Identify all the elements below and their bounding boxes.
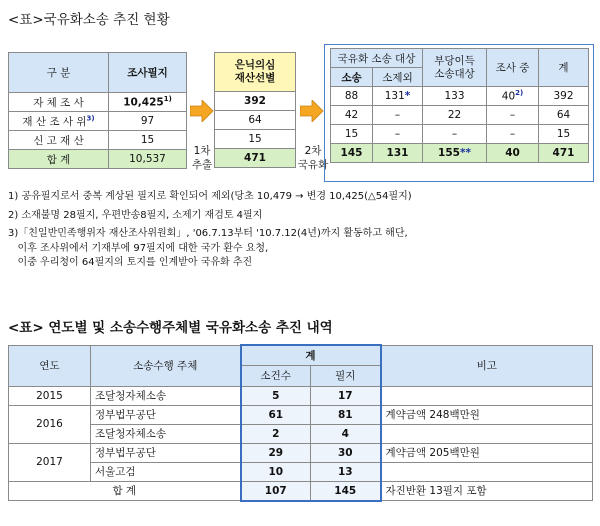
actor-cell: 조달청자체소송 — [91, 424, 241, 443]
header-category: 구 분 — [9, 53, 109, 93]
footnotes — [8, 190, 412, 271]
note-cell — [381, 386, 593, 405]
row-value: 10,425$^{1)}$ — [109, 93, 187, 112]
cases-cell: 10 — [241, 462, 311, 481]
header-surveyed: 조사필지 — [109, 53, 187, 93]
year-cell: 2016 — [9, 405, 91, 443]
actor-cell: 조달청자체소송 — [91, 386, 241, 405]
header-actor: 소송수행 주체 — [91, 345, 241, 386]
cases-cell: 2 — [241, 424, 311, 443]
footnote: 이중 우리청이 64필지의 토지를 인계받아 국유화 추진 — [8, 257, 253, 268]
row-label: 자 체 조 사 — [9, 93, 109, 112]
header-excluded: 소제외 — [373, 68, 423, 87]
page-title: <표>국유화소송 추진 현황 — [8, 12, 170, 28]
total-cell: 145 — [331, 144, 373, 163]
header-year: 연도 — [9, 345, 91, 386]
parcels-cell: 4 — [311, 424, 381, 443]
cases-cell: 29 — [241, 443, 311, 462]
row-label: 신 고 재 산 — [9, 131, 109, 150]
header-cases: 소건수 — [241, 366, 311, 386]
cell: 131* — [373, 87, 423, 106]
total-value: 10,537 — [109, 150, 187, 169]
section-title: <표> 연도별 및 소송수행주체별 국유화소송 추진 내역 — [8, 320, 333, 336]
header-note: 비고 — [381, 345, 593, 386]
header-litigation-target: 국유화 소송 대상 — [331, 49, 423, 68]
footnote: 3)「친일반민족행위자 재산조사위원회」, '06.7.13부터 '10.7.12(4년)까지 활동하고 해단, — [8, 228, 408, 239]
parcels-cell: 30 — [311, 443, 381, 462]
footnote: 1) 공유필지로서 중복 계상된 필지로 확인되어 제외(당초 10,479 → 변경 10,425(△54필지) — [8, 191, 412, 202]
total-parcels: 145 — [311, 481, 381, 501]
cell: 133 — [423, 87, 487, 106]
step2-label: 2차 국유화 — [297, 145, 329, 171]
cell: 64 — [539, 106, 589, 125]
actor-cell: 서울고검 — [91, 462, 241, 481]
cell: 392 — [539, 87, 589, 106]
arrow-right-icon — [300, 100, 324, 122]
footnote: 2) 소재불명 28필지, 우편반송8필지, 소제기 재검토 4필지 — [8, 209, 263, 221]
actor-cell: 정부법무공단 — [91, 443, 241, 462]
hidden-total: 471 — [215, 149, 296, 168]
cell: – — [373, 125, 423, 144]
note-cell — [381, 462, 593, 481]
note-cell — [381, 424, 593, 443]
nationalization-table — [330, 48, 589, 163]
header-under-investigation: 조사 중 — [487, 49, 539, 87]
note-cell: 계약금액 205백만원 — [381, 443, 593, 462]
hidden-value: 392 — [215, 92, 296, 111]
row-value: 15 — [109, 131, 187, 150]
cell: – — [423, 125, 487, 144]
header-parcels: 필지 — [311, 366, 381, 386]
cell: 42 — [331, 106, 373, 125]
year-cell: 2017 — [9, 443, 91, 481]
survey-table — [8, 52, 187, 169]
row-label: 재 산 조 사 위$^{3)}$ — [9, 112, 109, 131]
note-cell: 자진반환 13필지 포함 — [381, 481, 593, 501]
cell: 15 — [539, 125, 589, 144]
year-cell: 2015 — [9, 386, 91, 405]
hidden-property-table — [214, 52, 296, 168]
total-label: 합 계 — [9, 481, 241, 501]
cell: – — [487, 106, 539, 125]
step1-label: 1차 추출 — [191, 145, 213, 171]
cell: 40$^{2)}$ — [487, 87, 539, 106]
total-cell: 131 — [373, 144, 423, 163]
cell: – — [487, 125, 539, 144]
arrow-right-icon — [190, 100, 214, 122]
actor-cell: 정부법무공단 — [91, 405, 241, 424]
yearly-litigation-table — [8, 344, 593, 502]
total-cases: 107 — [241, 481, 311, 501]
cases-cell: 5 — [241, 386, 311, 405]
total-label: 합 계 — [9, 150, 109, 169]
header-total: 계 — [539, 49, 589, 87]
header-hidden-property: 은닉의심 재산선별 — [215, 53, 296, 92]
footnote: 이후 조사위에서 기재부에 97필지에 대한 국가 환수 요청, — [8, 242, 269, 254]
total-cell: 471 — [539, 144, 589, 163]
total-cell: 40 — [487, 144, 539, 163]
cell: 88 — [331, 87, 373, 106]
cases-cell: 61 — [241, 405, 311, 424]
total-cell: 155** — [423, 144, 487, 163]
parcels-cell: 13 — [311, 462, 381, 481]
header-total: 계 — [241, 345, 381, 366]
parcels-cell: 17 — [311, 386, 381, 405]
hidden-value: 15 — [215, 130, 296, 149]
parcels-cell: 81 — [311, 405, 381, 424]
cell: 15 — [331, 125, 373, 144]
cell: 22 — [423, 106, 487, 125]
hidden-value: 64 — [215, 111, 296, 130]
cell: – — [373, 106, 423, 125]
header-unjust-enrichment: 부당이득 소송대상 — [423, 49, 487, 87]
header-litigation: 소송 — [331, 68, 373, 87]
note-cell: 계약금액 248백만원 — [381, 405, 593, 424]
row-value: 97 — [109, 112, 187, 131]
